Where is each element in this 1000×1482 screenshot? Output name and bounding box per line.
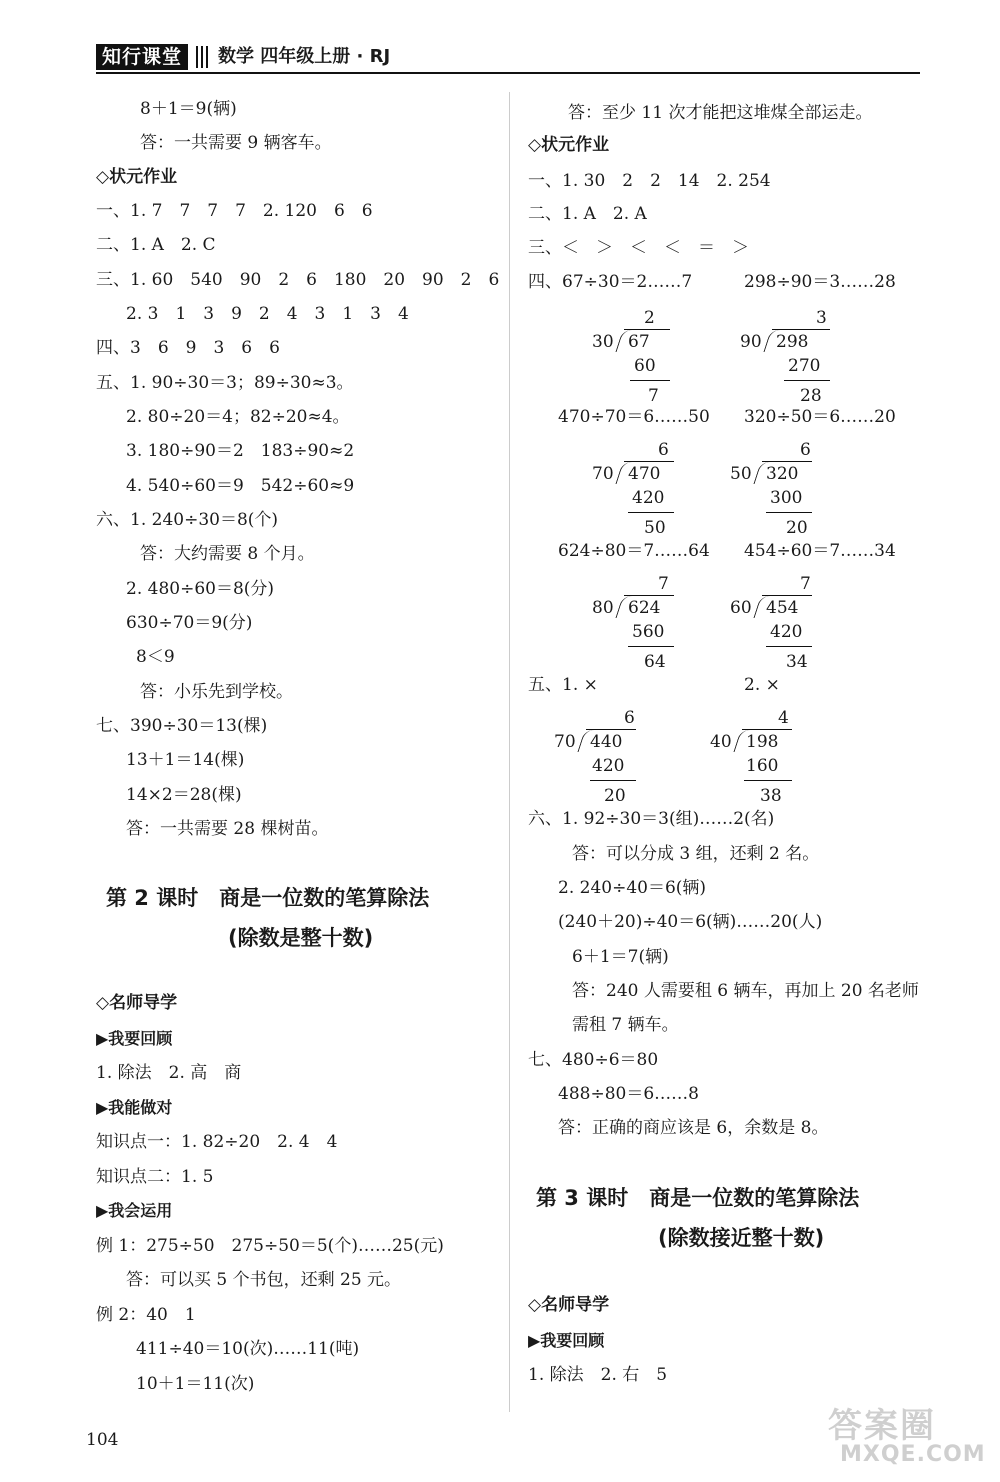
dividend: 298: [776, 332, 809, 352]
answer-line: 答：可以分成 3 组，还剩 2 名。: [572, 844, 820, 864]
answer-line: 四、3 6 9 3 6 6: [96, 338, 280, 358]
watermark-url: MXQE.COM: [840, 1442, 986, 1467]
remainder: 50: [644, 518, 666, 538]
divisor: 30: [592, 332, 614, 352]
subtraction-line: [744, 780, 792, 781]
subsection-heading: ▶我能做对: [96, 1098, 173, 1117]
lesson-subtitle: (除数是整十数): [228, 926, 374, 950]
answer-line: 答：一共需要 28 棵树苗。: [126, 819, 329, 839]
answer-line: 2. 80÷20＝4；82÷20≈4。: [126, 407, 350, 427]
answer-line: 答：240 人需要租 6 辆车，再加上 20 名老师: [572, 981, 919, 1001]
quotient: 3: [816, 308, 827, 328]
answer-line: 470÷70＝6……50: [558, 407, 710, 427]
answer-line: 1. 除法 2. 高 商: [96, 1063, 242, 1083]
header-rule: [96, 72, 920, 74]
book-subject: 数学 四年级上册 · RJ: [218, 46, 391, 67]
answer-line: 454÷60＝7……34: [744, 541, 896, 561]
answer-line: (240＋20)÷40＝6(辆)……20(人): [558, 912, 823, 932]
subtraction-line: [766, 512, 812, 513]
divisor: 70: [554, 732, 576, 752]
subsection-heading: ▶我会运用: [96, 1201, 173, 1220]
subtraction-line: [766, 646, 812, 647]
answer-line: 五、1. ×: [528, 675, 598, 695]
subtrahend: 270: [788, 356, 821, 376]
lesson-subtitle: (除数接近整十数): [658, 1226, 825, 1250]
answer-line: 14×2＝28(棵): [126, 785, 242, 805]
answer-line: 例 1：275÷50 275÷50＝5(个)……25(元): [96, 1236, 444, 1256]
dividend: 454: [766, 598, 799, 618]
subtrahend: 60: [634, 356, 656, 376]
remainder: 64: [644, 652, 666, 672]
divisor: 90: [740, 332, 762, 352]
answer-line: 一、1. 30 2 2 14 2. 254: [528, 171, 771, 191]
subtraction-line: [784, 380, 830, 381]
answer-line: 答：正确的商应该是 6，余数是 8。: [558, 1118, 829, 1138]
watermark-text: 答案圈: [828, 1406, 936, 1446]
answer-line: 10＋1＝11(次): [136, 1374, 255, 1394]
quotient: 7: [658, 574, 669, 594]
answer-line: 二、1. A 2. C: [96, 235, 216, 255]
section-heading: ◇状元作业: [528, 135, 610, 155]
quotient: 6: [800, 440, 811, 460]
answer-line: 6＋1＝7(辆): [572, 947, 669, 967]
quotient: 7: [800, 574, 811, 594]
answer-line: 8＜9: [136, 647, 175, 667]
answer-line: 知识点二：1. 5: [96, 1167, 214, 1187]
answer-line: 答：小乐先到学校。: [140, 682, 293, 702]
answer-line: 答：大约需要 8 个月。: [140, 544, 315, 564]
watermark-logo: [820, 1398, 990, 1478]
remainder: 7: [648, 386, 659, 406]
brand-logo: 知行课堂: [96, 44, 188, 70]
answer-line: 3. 180÷90＝2 183÷90≈2: [126, 441, 355, 461]
dividend: 67: [628, 332, 650, 352]
answer-line: 2. 480÷60＝8(分): [126, 579, 275, 599]
remainder: 34: [786, 652, 808, 672]
dividend: 198: [746, 732, 779, 752]
page-header: [96, 40, 920, 76]
answer-line: 2. 240÷40＝6(辆): [558, 878, 707, 898]
subsection-heading: ▶我要回顾: [528, 1331, 605, 1350]
subtrahend: 420: [632, 488, 665, 508]
answer-line: 答：一共需要 9 辆客车。: [140, 133, 332, 153]
answer-line: 五、1. 90÷30＝3；89÷30≈3。: [96, 373, 354, 393]
answer-line: 13＋1＝14(棵): [126, 750, 245, 770]
subtrahend: 160: [746, 756, 779, 776]
page-number: 104: [86, 1430, 119, 1450]
subtrahend: 420: [592, 756, 625, 776]
answer-line: 624÷80＝7……64: [558, 541, 710, 561]
remainder: 38: [760, 786, 782, 806]
answer-line: 例 2：40 1: [96, 1305, 196, 1325]
answer-line: 七、390÷30＝13(棵): [96, 716, 268, 736]
answer-line: 六、1. 240÷30＝8(个): [96, 510, 279, 530]
answer-line: 298÷90＝3……28: [744, 272, 896, 292]
answer-line: 1. 除法 2. 右 5: [528, 1365, 668, 1385]
answer-line: 七、480÷6＝80: [528, 1050, 659, 1070]
answer-line: 答：可以买 5 个书包，还剩 25 元。: [126, 1270, 402, 1290]
remainder: 20: [604, 786, 626, 806]
answer-line: 四、67÷30＝2……7: [528, 272, 693, 292]
subsection-heading: ▶我要回顾: [96, 1029, 173, 1048]
dividend: 624: [628, 598, 661, 618]
divisor: 80: [592, 598, 614, 618]
subtrahend: 420: [770, 622, 803, 642]
subtrahend: 560: [632, 622, 665, 642]
answer-line: 需租 7 辆车。: [572, 1015, 679, 1035]
answer-line: 2. 3 1 3 9 2 4 3 1 3 4: [126, 304, 409, 324]
subtraction-line: [590, 780, 636, 781]
answer-line: 411÷40＝10(次)……11(吨): [136, 1339, 360, 1359]
divisor: 50: [730, 464, 752, 484]
section-heading: ◇名师导学: [528, 1295, 610, 1315]
dividend: 440: [590, 732, 623, 752]
dividend: 320: [766, 464, 799, 484]
column-divider: [509, 92, 510, 1412]
answer-line: 三、＜ ＞ ＜ ＜ ＝ ＞: [528, 238, 749, 258]
dividend: 470: [628, 464, 661, 484]
section-heading: ◇状元作业: [96, 167, 178, 187]
answer-line: 二、1. A 2. A: [528, 204, 647, 224]
divisor: 40: [710, 732, 732, 752]
answer-line: 4. 540÷60＝9 542÷60≈9: [126, 476, 355, 496]
subtrahend: 300: [770, 488, 803, 508]
remainder: 28: [800, 386, 822, 406]
answer-line: 2. ×: [744, 675, 780, 695]
answer-line: 六、1. 92÷30＝3(组)……2(名): [528, 809, 775, 829]
answer-line: 630÷70＝9(分): [126, 613, 253, 633]
answer-line: 320÷50＝6……20: [744, 407, 896, 427]
answer-line: 488÷80＝6……8: [558, 1084, 699, 1104]
answer-line: 一、1. 7 7 7 7 2. 120 6 6: [96, 201, 373, 221]
quotient: 6: [624, 708, 635, 728]
lesson-title: 第 2 课时 商是一位数的笔算除法: [106, 886, 430, 910]
section-heading: ◇名师导学: [96, 993, 178, 1013]
answer-line: 8＋1＝9(辆): [140, 99, 237, 119]
divisor: 70: [592, 464, 614, 484]
answer-line: 三、1. 60 540 90 2 6 180 20 90 2 6: [96, 270, 500, 290]
divisor: 60: [730, 598, 752, 618]
subtraction-line: [630, 380, 670, 381]
quotient: 6: [658, 440, 669, 460]
subtraction-line: [628, 646, 674, 647]
quotient: 4: [778, 708, 789, 728]
subtraction-line: [628, 512, 674, 513]
remainder: 20: [786, 518, 808, 538]
lesson-title: 第 3 课时 商是一位数的笔算除法: [536, 1186, 860, 1210]
quotient: 2: [644, 308, 655, 328]
brand-bars-decoration: [196, 46, 210, 68]
answer-line: 答：至少 11 次才能把这堆煤全部运走。: [568, 103, 873, 123]
answer-line: 知识点一：1. 82÷20 2. 4 4: [96, 1132, 338, 1152]
